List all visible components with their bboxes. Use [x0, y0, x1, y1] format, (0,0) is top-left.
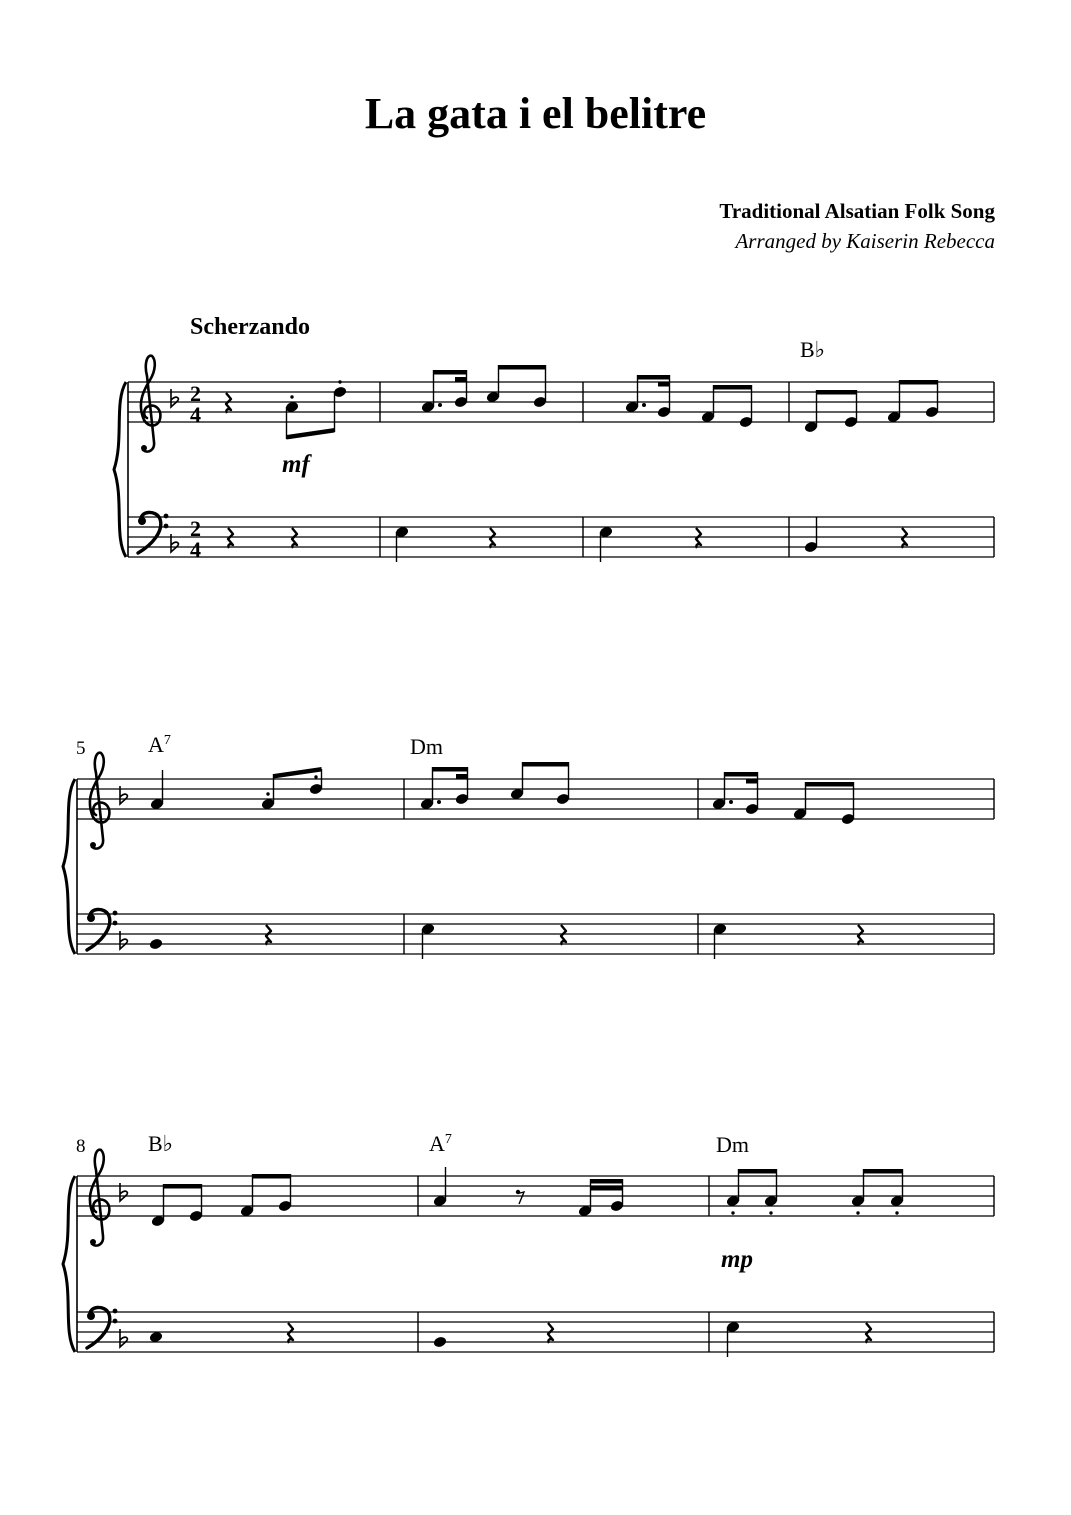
- beam: [714, 385, 752, 390]
- composer-credit: Traditional Alsatian Folk Song: [719, 199, 995, 223]
- beam: [456, 774, 468, 779]
- staccato-dot: [856, 1211, 859, 1214]
- beam: [806, 782, 854, 787]
- staccato-dot: [731, 1211, 734, 1214]
- time-sig-top: 2: [190, 516, 201, 541]
- beam: [433, 767, 468, 772]
- brace: [63, 1176, 75, 1352]
- eighth-rest-icon: [516, 1190, 524, 1204]
- staccato-dot: [290, 395, 293, 398]
- staccato-dot: [769, 1211, 772, 1214]
- tempo-marking: Scherzando: [190, 314, 310, 340]
- beam: [725, 772, 758, 777]
- brace: [63, 779, 75, 954]
- measure-number: 8: [76, 1136, 86, 1157]
- quarter-rest-icon: [858, 925, 863, 945]
- measure-number: 5: [76, 738, 86, 759]
- beam: [523, 762, 569, 767]
- beam: [455, 377, 467, 382]
- quarter-rest-icon: [696, 528, 701, 548]
- quarter-rest-icon: [288, 1323, 293, 1343]
- treble-clef-icon: [90, 1150, 110, 1246]
- time-sig-top: 2: [190, 381, 201, 406]
- chord-symbol: Dm: [410, 734, 443, 759]
- chord-symbol: $A^7$: [429, 1131, 452, 1156]
- beam: [739, 1169, 777, 1174]
- beam: [591, 1179, 623, 1184]
- arranger-credit: Arranged by Kaiserin Rebecca: [735, 229, 995, 253]
- beam: [591, 1186, 623, 1191]
- chord-symbol: B♭: [148, 1131, 174, 1156]
- augmentation-dot: [437, 800, 441, 804]
- song-title: La gata i el belitre: [364, 89, 707, 138]
- beam: [164, 1184, 202, 1189]
- quarter-rest-icon: [292, 528, 297, 548]
- brace: [114, 382, 126, 557]
- chord-symbol: B♭: [800, 337, 826, 362]
- quarter-rest-icon: [866, 1323, 871, 1343]
- staccato-dot: [895, 1211, 898, 1214]
- treble-clef-icon: [90, 753, 110, 849]
- beam: [434, 370, 467, 375]
- beam: [274, 767, 322, 779]
- quarter-rest-icon: [561, 925, 566, 945]
- treble-clef-icon: [141, 356, 161, 452]
- beam: [746, 779, 758, 784]
- quarter-rest-icon: [228, 528, 233, 548]
- staccato-dot: [266, 792, 269, 795]
- beam: [658, 382, 670, 387]
- notehead: [149, 938, 164, 951]
- dynamic-marking: mp: [721, 1246, 753, 1273]
- quarter-rest-icon: [226, 393, 231, 413]
- beam: [287, 428, 335, 440]
- staccato-dot: [338, 380, 341, 383]
- beam: [638, 375, 670, 380]
- time-sig-bottom: 4: [190, 402, 201, 427]
- notehead: [433, 1336, 448, 1349]
- time-sig-bottom: 4: [190, 537, 201, 562]
- quarter-rest-icon: [266, 925, 271, 945]
- quarter-rest-icon: [490, 528, 495, 548]
- beam: [864, 1169, 903, 1174]
- augmentation-dot: [642, 403, 646, 407]
- chord-symbol: Dm: [716, 1132, 749, 1157]
- quarter-rest-icon: [902, 528, 907, 548]
- augmentation-dot: [438, 403, 442, 407]
- beam: [817, 390, 857, 395]
- quarter-rest-icon: [548, 1323, 553, 1343]
- staccato-dot: [314, 775, 317, 778]
- chord-symbol: $A^7$: [148, 732, 171, 757]
- beam: [900, 380, 938, 385]
- beam: [253, 1174, 291, 1179]
- beam: [499, 365, 546, 370]
- augmentation-dot: [729, 800, 733, 804]
- dynamic-marking: mf: [282, 451, 310, 478]
